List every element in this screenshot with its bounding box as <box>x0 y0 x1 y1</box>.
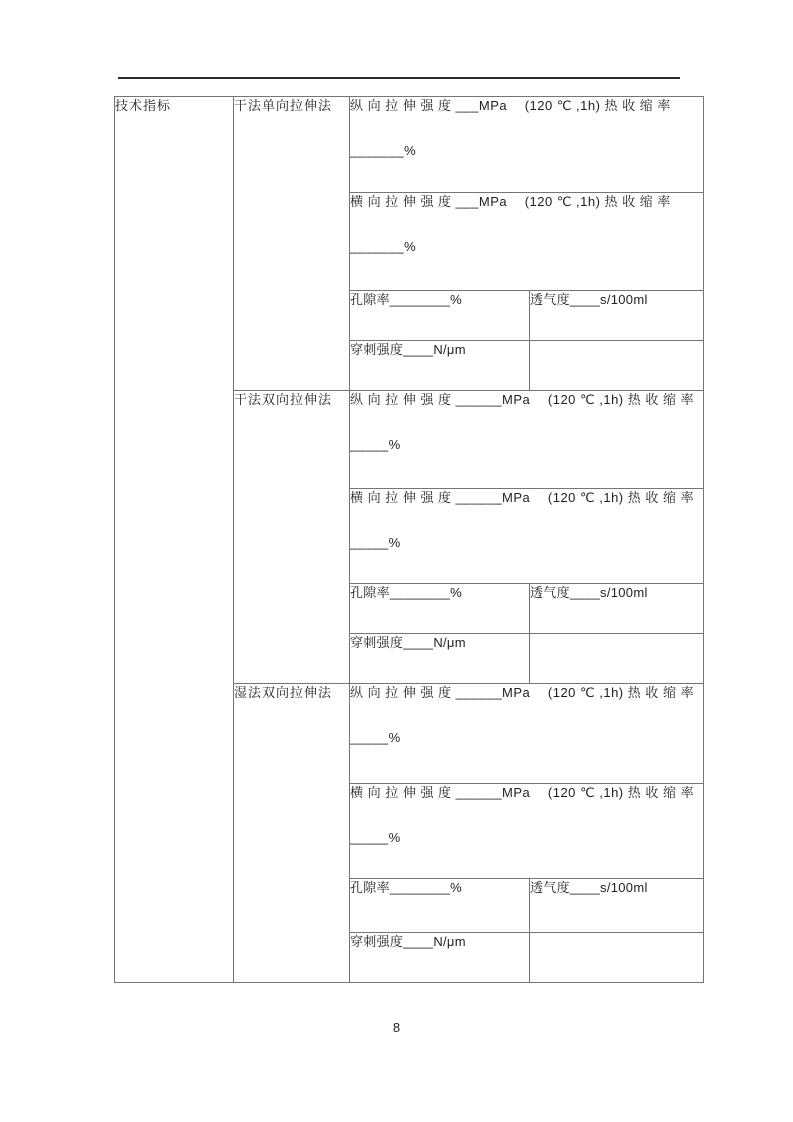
air-permeability-cell: 透气度____s/100ml <box>530 584 704 634</box>
method-cell-dry-biaxial-stretching: 干法双向拉伸法 <box>234 391 350 684</box>
blank-percent-field: _____% <box>350 535 401 550</box>
air-permeability-cell: 透气度____s/100ml <box>530 879 704 933</box>
air-permeability-cell: 透气度____s/100ml <box>530 291 704 341</box>
blank-percent-field: _____% <box>350 437 401 452</box>
spec-table <box>114 96 704 983</box>
blank-percent-field: _____% <box>350 730 401 745</box>
transverse-tensile-strength-cell <box>350 193 704 291</box>
empty-cell <box>530 933 704 983</box>
transverse-tensile-strength-cell <box>350 784 704 879</box>
method-cell-wet-biaxial-stretching: 湿法双向拉伸法 <box>234 684 350 983</box>
row-header-technical-indicators: 技术指标 <box>115 97 234 983</box>
header-rule <box>118 77 680 79</box>
spec-line: 横 向 拉 伸 强 度 ______MPa (120 ℃ ,1h) 热 收 缩 率 <box>350 785 695 800</box>
transverse-tensile-strength-cell <box>350 489 704 584</box>
spec-line: 横 向 拉 伸 强 度 ___MPa (120 ℃ ,1h) 热 收 缩 率 <box>350 194 671 209</box>
empty-cell <box>530 634 704 684</box>
page-number: 8 <box>392 1020 401 1035</box>
spec-line: 横 向 拉 伸 强 度 ______MPa (120 ℃ ,1h) 热 收 缩 率 <box>350 490 695 505</box>
spec-line: 纵 向 拉 伸 强 度 ______MPa (120 ℃ ,1h) 热 收 缩 率 <box>350 392 695 407</box>
porosity-cell: 孔隙率________% <box>350 291 530 341</box>
porosity-cell: 孔隙率________% <box>350 584 530 634</box>
blank-percent-field: _______% <box>350 239 417 254</box>
puncture-strength-cell: 穿刺强度____N/μm <box>350 634 530 684</box>
longitudinal-tensile-strength-cell <box>350 391 704 489</box>
blank-percent-field: _____% <box>350 830 401 845</box>
puncture-strength-cell: 穿刺强度____N/μm <box>350 341 530 391</box>
puncture-strength-cell: 穿刺强度____N/μm <box>350 933 530 983</box>
spec-line: 纵 向 拉 伸 强 度 ______MPa (120 ℃ ,1h) 热 收 缩 率 <box>350 685 695 700</box>
method-cell-dry-uniaxial-stretching: 干法单向拉伸法 <box>234 97 350 391</box>
longitudinal-tensile-strength-cell <box>350 684 704 784</box>
spec-line: 纵 向 拉 伸 强 度 ___MPa (120 ℃ ,1h) 热 收 缩 率 <box>350 98 671 113</box>
porosity-cell: 孔隙率________% <box>350 879 530 933</box>
empty-cell <box>530 341 704 391</box>
blank-percent-field: _______% <box>350 143 417 158</box>
longitudinal-tensile-strength-cell <box>350 97 704 193</box>
